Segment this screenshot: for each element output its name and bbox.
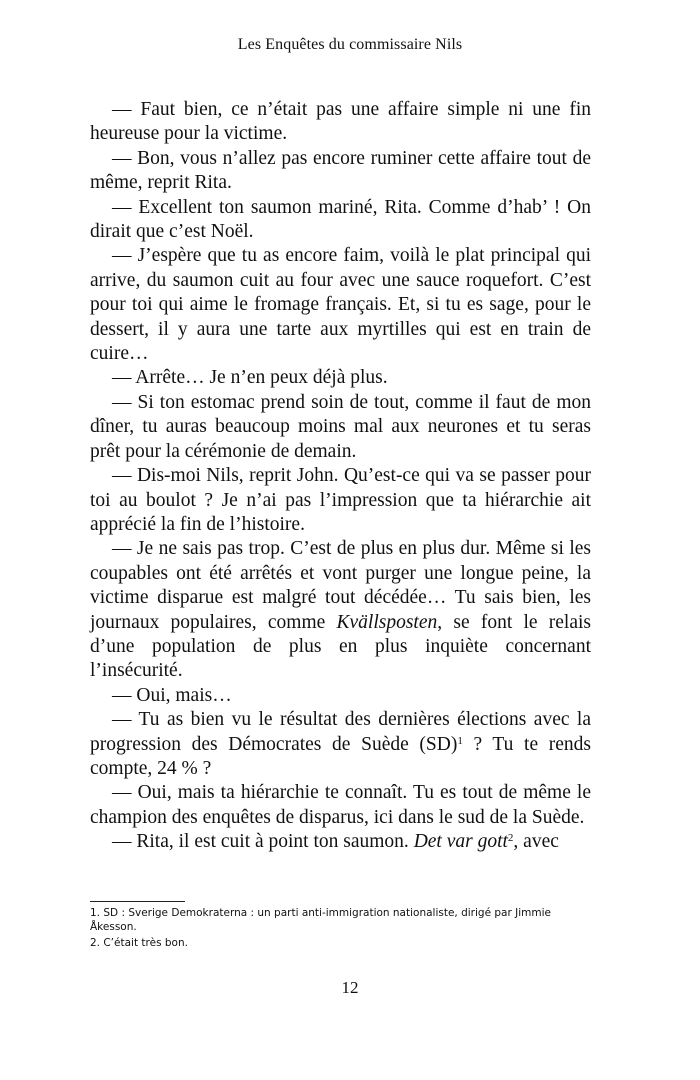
body-text bbox=[90, 98, 591, 855]
paragraph: — Faut bien, ce n’était pas une affaire simple ni une fin heureuse pour la victime. bbox=[90, 99, 591, 145]
paragraph bbox=[90, 830, 591, 854]
paragraph bbox=[90, 537, 591, 683]
paragraph: — Excellent ton saumon mariné, Rita. Comme d’hab’ ! On dirait que c’est Noël. bbox=[90, 196, 591, 243]
paragraph-text: , avec bbox=[513, 831, 559, 853]
paragraph: — J’espère que tu as encore faim, voilà le plat principal qui arrive, du saumon cuit au four avec une sauce roquefort. C’est pour toi qui aime le fromage français. Et, si tu es sage, pour le dessert, il y aura une tarte aux myrtilles qui est en train de cuire… bbox=[90, 245, 591, 365]
paragraph: — Arrête… Je n’en peux déjà plus. bbox=[112, 367, 388, 389]
paragraph: — Dis-moi Nils, reprit John. Qu’est-ce qui va se passer pour toi au boulot ? Je n’ai pas l’impression que ta hiérarchie ait apprécié la fin de l’histoire. bbox=[90, 465, 591, 535]
italic-newspaper-title: Kvällsposten bbox=[336, 611, 438, 633]
footnote-divider bbox=[90, 901, 185, 902]
paragraph-text: — Je ne sais pas trop. C’est de plus en plus dur. Même si les coupables ont été arrêtés et vont purger une longue peine, la victime disparue est malgré tout décédée… Tu sais bien, les journaux populaires, comme bbox=[90, 538, 591, 633]
paragraph: — Oui, mais… bbox=[112, 684, 232, 706]
paragraph-text: — Tu as bien vu le résultat des dernières élections avec la progression des Démocrates de Suède (SD) bbox=[90, 709, 591, 755]
page-number: 12 bbox=[341, 978, 359, 997]
paragraph-text: — Rita, il est cuit à point ton saumon. bbox=[112, 831, 414, 853]
italic-swedish-phrase: Det var gott bbox=[413, 831, 508, 853]
paragraph-text: , se font le relais d’une population de plus en plus inquiète concernant l’insécurité. bbox=[90, 611, 591, 682]
paragraph: — Bon, vous n’allez pas encore ruminer cette affaire tout de même, reprit Rita. bbox=[90, 147, 591, 194]
footnote: 1. SD : Sverige Demokraterna : un parti anti-immigration nationaliste, dirigé par Jimmie Åkesson. bbox=[90, 907, 551, 933]
paragraph: — Si ton estomac prend soin de tout, comme il faut de mon dîner, tu auras beaucoup moins mal aux neurones et tu seras prêt pour la cérémonie de demain. bbox=[90, 391, 591, 462]
running-header: Les Enquêtes du commissaire Nils bbox=[237, 36, 463, 53]
paragraph-text: ? Tu te rends compte, 24 % ? bbox=[90, 733, 592, 779]
footnote-marker: 2 bbox=[507, 832, 514, 845]
paragraph bbox=[90, 708, 591, 781]
paragraph: — Oui, mais ta hiérarchie te connaît. Tu es tout de même le champion des enquêtes de disparus, ici dans le sud de la Suède. bbox=[90, 782, 591, 828]
footnote-marker: 1 bbox=[457, 734, 463, 747]
footnotes bbox=[90, 906, 591, 952]
footnote: 2. C’était très bon. bbox=[90, 937, 188, 949]
